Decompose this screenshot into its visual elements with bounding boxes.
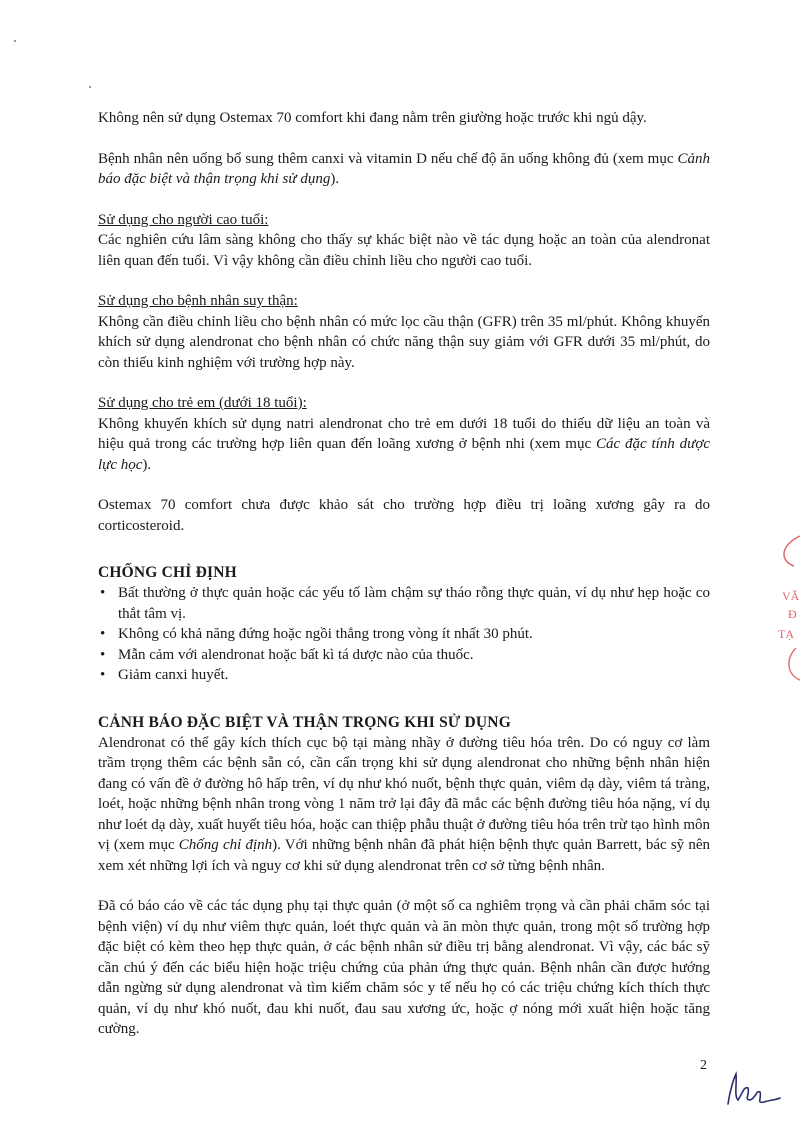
elderly-body: Các nghiên cứu lâm sàng không cho thấy sự khác biệt nào về tác dụng hoặc an toàn của alendronat liên quan đến tuổi. Vì vậy không cần điều chỉnh liều cho người cao tuổi.	[98, 232, 710, 269]
contraindications-list	[98, 583, 710, 686]
handwritten-initials	[722, 1070, 782, 1110]
corticosteroid-note: Ostemax 70 comfort chưa được khảo sát cho trường hợp điều trị loãng xương gây ra do corticosteroid.	[98, 497, 710, 534]
children-body	[98, 414, 710, 476]
page-content	[98, 108, 710, 1040]
warnings-heading: CẢNH BÁO ĐẶC BIỆT VÀ THẬN TRỌNG KHI SỬ DỤNG	[98, 713, 511, 731]
list-item-text: Mẫn cảm với alendronat hoặc bất kì tá dược nào của thuốc.	[118, 646, 474, 663]
red-stamp-partial	[760, 530, 800, 690]
list-item-text: Không có khả năng đứng hoặc ngồi thẳng trong vòng ít nhất 30 phút.	[118, 626, 533, 642]
list-item-text: Bất thường ở thực quản hoặc các yếu tố làm chậm sự tháo rỗng thực quản, ví dụ như hẹp hoặc co thắt tâm vị.	[118, 585, 710, 622]
bullet-icon: •	[100, 667, 106, 683]
list-item	[98, 665, 710, 686]
warnings-paragraph-1	[98, 733, 710, 877]
bullet-icon: •	[100, 646, 106, 663]
paragraph-text: ). Với những bệnh nhân đã phát hiện bệnh thực quản Barrett, bác sỹ nên xem xét những lợi ích và nguy cơ khi sử dụng alendronat trên cơ sở từng bệnh nhân.	[98, 837, 710, 874]
page-number: 2	[700, 1058, 707, 1073]
list-item	[98, 645, 710, 666]
scan-speck	[89, 86, 91, 88]
paragraph-calcium-vitamin-d	[98, 149, 710, 190]
paragraph-text: Bệnh nhân nên uống bổ sung thêm canxi và vitamin D nếu chế độ ăn uống không đủ (xem mục	[98, 150, 678, 167]
renal-body: Không cần điều chỉnh liều cho bệnh nhân có mức lọc cầu thận (GFR) trên 35 ml/phút. Không khuyến khích sử dụng alendronat cho bệnh nhân có chức năng thận suy giảm với GFR dưới 35 ml/phút, do còn thiếu kinh nghiệm với trường hợp này.	[98, 313, 710, 371]
section-reference: Chống chỉ định	[178, 837, 273, 853]
contraindications-heading: CHỐNG CHỈ ĐỊNH	[98, 564, 237, 581]
bullet-icon: •	[100, 626, 106, 642]
svg-text:Đ: Đ	[788, 607, 797, 621]
svg-text:VĂ: VĂ	[782, 589, 800, 603]
paragraph-bed-warning: Không nên sử dụng Ostemax 70 comfort khi đang nằm trên giường hoặc trước khi ngủ dậy.	[98, 110, 647, 126]
children-heading: Sử dụng cho trẻ em (dưới 18 tuổi):	[98, 395, 307, 411]
section-reference: Cảnh báo đặc biệt và thận trọng khi sử dụng	[98, 150, 710, 187]
bullet-icon: •	[100, 585, 106, 601]
list-item	[98, 624, 710, 645]
list-item-text: Giảm canxi huyết.	[118, 667, 229, 683]
svg-text:TẠ: TẠ	[778, 627, 794, 641]
renal-heading: Sử dụng cho bệnh nhân suy thận:	[98, 293, 298, 309]
paragraph-text: ).	[142, 456, 152, 473]
list-item	[98, 583, 710, 624]
scan-speck	[14, 40, 16, 42]
paragraph-text: ).	[330, 171, 340, 187]
paragraph-text: Không khuyến khích sử dụng natri alendronat cho trẻ em dưới 18 tuổi do thiếu dữ liệu an toàn và hiệu quả trong các trường hợp liên quan đến loãng xương ở bệnh nhi (xem mục	[98, 415, 710, 452]
section-reference: Các đặc tính dược lực học	[98, 436, 710, 473]
warnings-paragraph-2: Đã có báo cáo về các tác dụng phụ tại thực quản (ở một số ca nghiêm trọng và cần phải chăm sóc tại bệnh viện) ví dụ như viêm thực quản, loét thực quản và ăn mòn thực quản, trong một số trường hợp đặc biệt có kèm theo hẹp thực quản, ở các bệnh nhân sử điều trị bằng alendronat. Vì vậy, các bác sỹ cần chú ý đến các biểu hiện hoặc triệu chứng của phản ứng thực quản. Bệnh nhân cần được hướng dẫn ngừng sử dụng alendronat và tìm kiếm chăm sóc y tế nếu họ có các triệu chứng kích thích thực quản, ví dụ như khó nuốt, đau khi nuốt, đau sau xương ức, hoặc ợ nóng mới xuất hiện hoặc tăng cường.	[98, 898, 710, 1037]
elderly-heading: Sử dụng cho người cao tuổi:	[98, 211, 269, 228]
paragraph-text: Alendronat có thể gây kích thích cục bộ tại màng nhầy ở đường tiêu hóa trên. Do có nguy cơ làm trầm trọng thêm các bệnh sẵn có, cần cẩn trọng khi sử dụng alendronat cho những bệnh nhân hiện đang có vấn đề ở đường hô hấp trên, ví dụ như khó nuốt, bệnh thực quản, viêm dạ dày, viêm tá tràng, loét, hoặc những bệnh nhân trong vòng 1 năm trở lại đây đã mắc các bệnh đường tiêu hóa nặng, ví dụ như loét dạ dày, xuất huyết tiêu hóa, hoặc can thiệp phẫu thuật ở đường tiêu hóa trên trừ tạo hình môn vị (xem mục	[98, 734, 710, 853]
